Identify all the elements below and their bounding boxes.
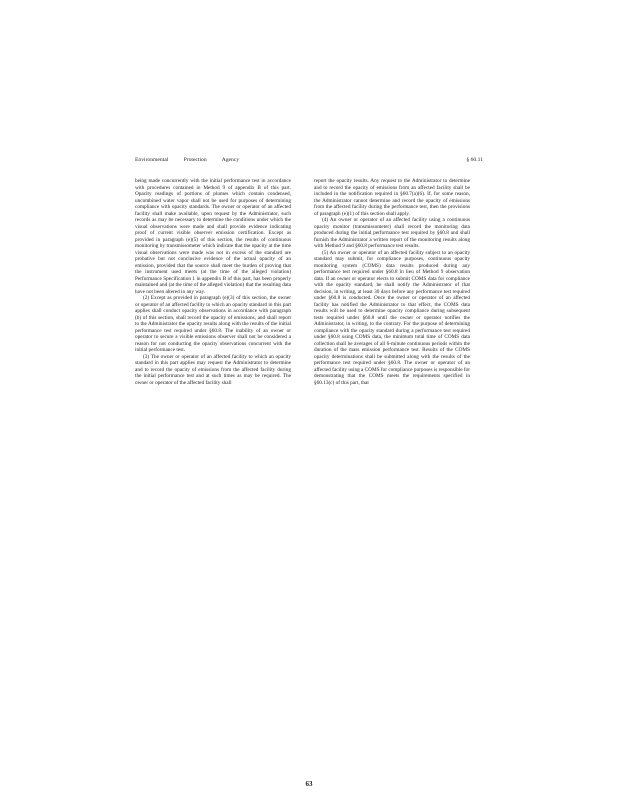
paragraph: (5) An owner or operator of an affected facility subject to an opacity standard may submit, for compliance purposes, continuous opacity monitoring system (COMS) data results produced during any performance test required under §60.8 in lieu of Method 9 observation data. If an owner or operator elects to submit COMS data for compliance with the opacity standard, he shall notify the Administrator of that decision, in writing, at least 30 days before any performance test required under §60.8 is conducted. Once the owner or operator of an affected facility has notified the Administrator to that effect, the COMS data results will be used to determine opacity compliance during subsequent tests required under §60.8 until the owner or operator notifies the Administrator, in writing, to the contrary. For the purpose of determining compliance with the opacity standard during a performance test required under §60.8 using COMS data, the minimum total time of COMS data collection shall be averages of all 6-minute continuous periods within the duration of the mass emission performance test. Results of the COMS opacity determinations shall be submitted along with the results of the performance test required under §60.8. The owner or operator of an affected facility using a COMS for compliance purposes is responsible for demonstrating that the COMS meets the requirements specified in §60.13(c) of this part, that <box>314 249 470 386</box>
header-section: § 60.11 <box>466 157 483 163</box>
paragraph: (3) The owner or operator of an affected facility to which an opacity standard in this part applies may request the Administrator to determine and to record the opacity of emissions from the affected facility during the initial performance test and at such times as may be required. The owner or operator of the affected facility shall <box>135 353 291 386</box>
paragraph: (2) Except as provided in paragraph (e)(3) of this section, the owner or operator of an affected facility to which an opacity standard in this part applies shall conduct opacity observations in accordance with paragraph (b) of this section, shall record the opacity of emissions, and shall report to the Administrator the opacity results along with the results of the initial performance test required under §60.8. The inability of an owner or operator to secure a visible emissions observer shall not be considered a reason for not conducting the opacity observations concurrent with the initial performance test. <box>135 295 291 353</box>
header-agency: Environmental Protection Agency <box>135 157 240 163</box>
running-header <box>135 157 483 167</box>
page-number: 63 <box>305 780 313 788</box>
paragraph: report the opacity results. Any request to the Administrator to determine and to record the opacity of emissions from an affected facility shall be included in the notification required in §60.7(a)(6). If, for some reason, the Administrator cannot determine and record the opacity of emissions from the affected facility during the performance test, then the provisions of paragraph (e)(1) of this section shall apply. <box>314 178 470 217</box>
paragraph: (4) An owner or operator of an affected facility using a continuous opacity monitor (transmissometer) shall record the monitoring data produced during the initial performance test required by §60.8 and shall furnish the Administrator a written report of the monitoring results along with Method 9 and §60.8 performance test results. <box>314 217 470 249</box>
paragraph: being made concurrently with the initial performance test in accordance with procedures contained in Method 9 of appendix B of this part. Opacity readings of portions of plumes which contain condensed, uncombined water vapor shall not be used for purposes of determining compliance with opacity standards. The owner or operator of an affected facility shall make available, upon request by the Administrator, such records as may be necessary to determine the conditions under which the visual observations were made and shall provide evidence indicating proof of current visible observer emission certification. Except as provided in paragraph (e)(5) of this section, the results of continuous monitoring by transmissometer which indicate that the opacity at the time visual observations were made was not in excess of the standard are probative but not conclusive evidence of the actual opacity of an emission, provided that the source shall meet the burden of proving that the instrument used meets (at the time of the alleged violation) Performance Specification 1 in appendix B of this part, has been properly maintained and (at the time of the alleged violation) that the resulting data have not been altered in any way. <box>135 178 291 295</box>
right-column <box>314 178 470 386</box>
left-column <box>135 178 291 386</box>
